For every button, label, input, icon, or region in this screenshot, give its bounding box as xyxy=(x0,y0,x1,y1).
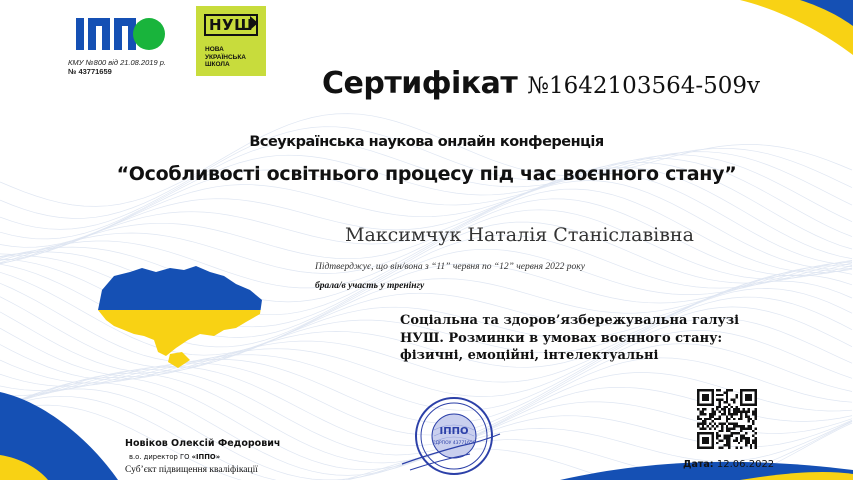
issue-date-value: 12.06.2022 xyxy=(716,459,775,470)
recipient-name: Максимчук Наталія Станіславівна xyxy=(345,224,694,246)
signer-subject: Суб’єкт підвищення кваліфікації xyxy=(125,465,258,475)
nush-text-line2: УКРАЇНСЬКА xyxy=(205,53,246,61)
nush-arrow-icon xyxy=(250,16,258,30)
nush-logo xyxy=(196,6,266,76)
signer-role-prefix: в.о. директор ГО xyxy=(129,453,190,461)
ukraine-map-icon xyxy=(96,264,266,378)
seal-code-text: ЄДРПОУ 43771659 xyxy=(432,441,476,446)
seal-center-text: ІППО xyxy=(439,426,469,437)
qr-code-icon xyxy=(697,389,757,449)
confirmation-text: Підтверджує, що він/вона з “11” червня по “12” червня 2022 року xyxy=(315,262,585,272)
participation-text: брала/в участь у тренінгу xyxy=(315,281,425,291)
course-title-line3: фізичні, емоційні, інтелектуальні xyxy=(400,348,659,363)
ippo-registration-line1: КМУ №800 від 21.08.2019 р. xyxy=(68,58,166,67)
conference-name: Всеукраїнська наукова онлайн конференція xyxy=(249,134,604,150)
organization-seal-icon xyxy=(400,388,508,480)
ippo-logo-text: ІППО xyxy=(72,14,75,15)
issue-date xyxy=(683,459,774,470)
signer-name: Новіков Олексій Федорович xyxy=(125,438,281,449)
certificate-title xyxy=(322,66,760,101)
certificate-title-text: Сертифікат xyxy=(322,66,518,101)
course-title xyxy=(400,312,739,365)
nush-mark: НУШ xyxy=(204,14,258,36)
ippo-logo xyxy=(72,14,168,54)
course-title-line2: НУШ. Розминки в умовах воєнного стану: xyxy=(400,330,723,346)
nush-text-line1: НОВА xyxy=(205,46,224,53)
signer-role xyxy=(129,453,220,461)
ippo-registration-line2: № 43771659 xyxy=(68,67,112,76)
nush-text xyxy=(205,46,246,69)
nush-text-line3: ШКОЛА xyxy=(205,61,230,68)
issue-date-label: Дата: xyxy=(683,459,714,470)
signer-role-org: «ІППО» xyxy=(191,453,221,461)
ippo-registration xyxy=(68,58,166,76)
certificate-number: №1642103564-509v xyxy=(527,73,761,99)
conference-topic: “Особливості освітнього процесу під час воєнного стану” xyxy=(116,163,737,185)
course-title-line1: Соціальна та здоров’язбережувальна галузі xyxy=(400,313,740,328)
